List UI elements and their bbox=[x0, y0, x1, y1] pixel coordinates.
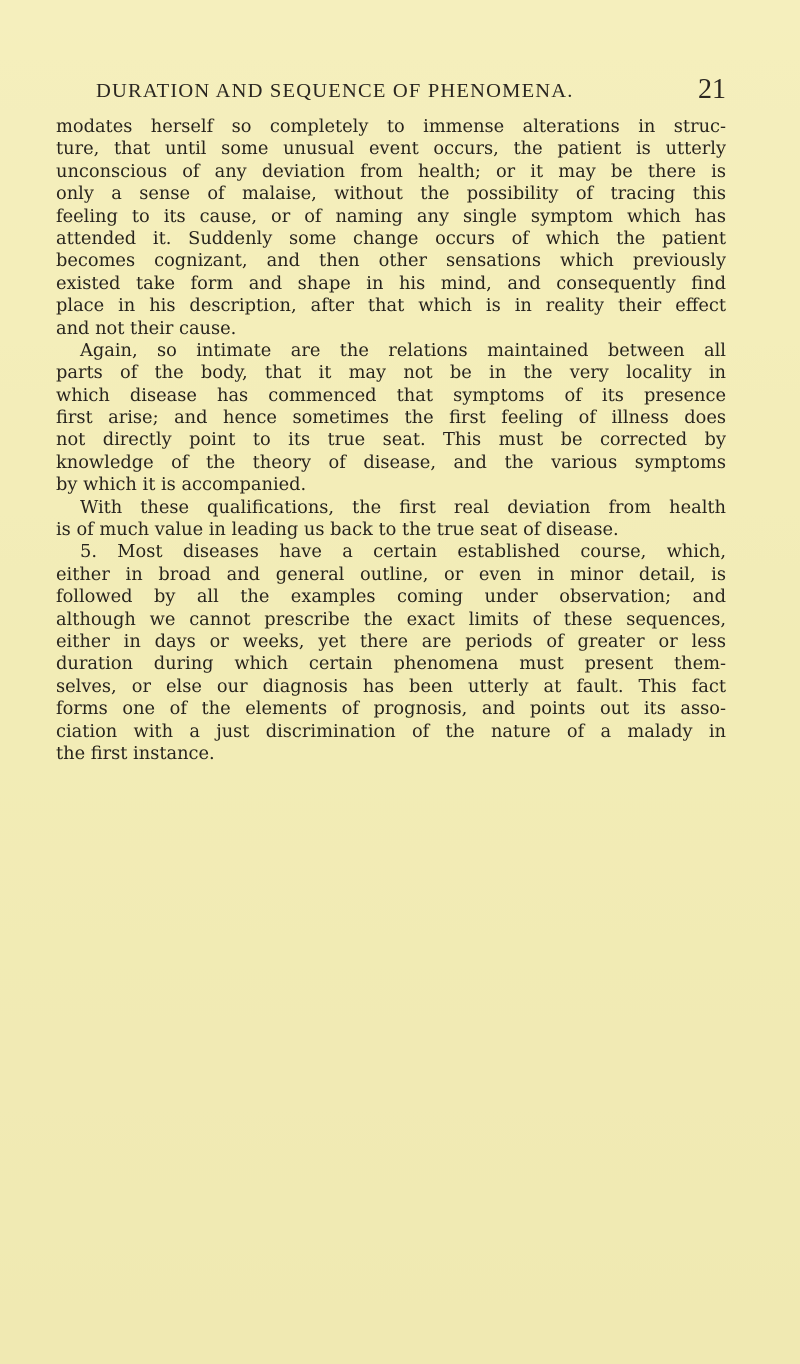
text-line: either in days or weeks, yet there are periods of greater or less bbox=[56, 630, 726, 652]
text-line: ciation with a just discrimination of the nature of a malady in bbox=[56, 720, 726, 742]
text-line: modates herself so completely to immense alterations in struc- bbox=[56, 116, 726, 137]
text-line: although we cannot prescribe the exact limits of these sequences, bbox=[56, 608, 726, 630]
page-number: 21 bbox=[698, 74, 726, 105]
text-line: 5. Most diseases have a certain established course, which, bbox=[80, 541, 726, 563]
text-line: selves, or else our diagnosis has been utterly at fault. This fact bbox=[56, 675, 726, 697]
body-text bbox=[56, 116, 726, 765]
text-line: and not their cause. bbox=[56, 317, 237, 339]
text-line: the first instance. bbox=[56, 742, 215, 764]
text-line: existed take form and shape in his mind, and consequently find bbox=[56, 272, 726, 294]
text-line: ture, that until some unusual event occurs, the patient is utterly bbox=[56, 138, 726, 160]
text-line: by which it is accompanied. bbox=[56, 474, 307, 496]
text-line: becomes cognizant, and then other sensations which previously bbox=[56, 250, 726, 272]
text-line: first arise; and hence sometimes the first feeling of illness does bbox=[56, 407, 726, 429]
text-line: is of much value in leading us back to the true seat of disease. bbox=[56, 519, 619, 541]
text-line: forms one of the elements of prognosis, and points out its asso- bbox=[56, 698, 726, 720]
text-line: With these qualifications, the first real deviation from health bbox=[80, 496, 726, 518]
text-line: place in his description, after that which is in reality their effect bbox=[56, 295, 726, 317]
text-line: duration during which certain phenomena must present them- bbox=[56, 653, 726, 675]
text-line: parts of the body, that it may not be in the very locality in bbox=[56, 362, 726, 384]
text-line: feeling to its cause, or of naming any single symptom which has bbox=[56, 205, 726, 227]
text-line: Again, so intimate are the relations maintained between all bbox=[80, 339, 726, 361]
running-title: DURATION AND SEQUENCE OF PHENOMENA. bbox=[96, 80, 574, 102]
running-head bbox=[96, 74, 726, 110]
text-line: either in broad and general outline, or even in minor detail, is bbox=[56, 563, 726, 585]
text-line: not directly point to its true seat. This must be corrected by bbox=[56, 429, 726, 451]
text-line: attended it. Suddenly some change occurs of which the patient bbox=[56, 227, 726, 249]
text-line: which disease has commenced that symptoms of its presence bbox=[56, 384, 726, 406]
text-line: knowledge of the theory of disease, and the various symptoms bbox=[56, 451, 726, 473]
text-line: followed by all the examples coming under observation; and bbox=[56, 586, 726, 608]
text-line: only a sense of malaise, without the possibility of tracing this bbox=[56, 183, 726, 205]
text-line: unconscious of any deviation from health; or it may be there is bbox=[56, 160, 726, 182]
